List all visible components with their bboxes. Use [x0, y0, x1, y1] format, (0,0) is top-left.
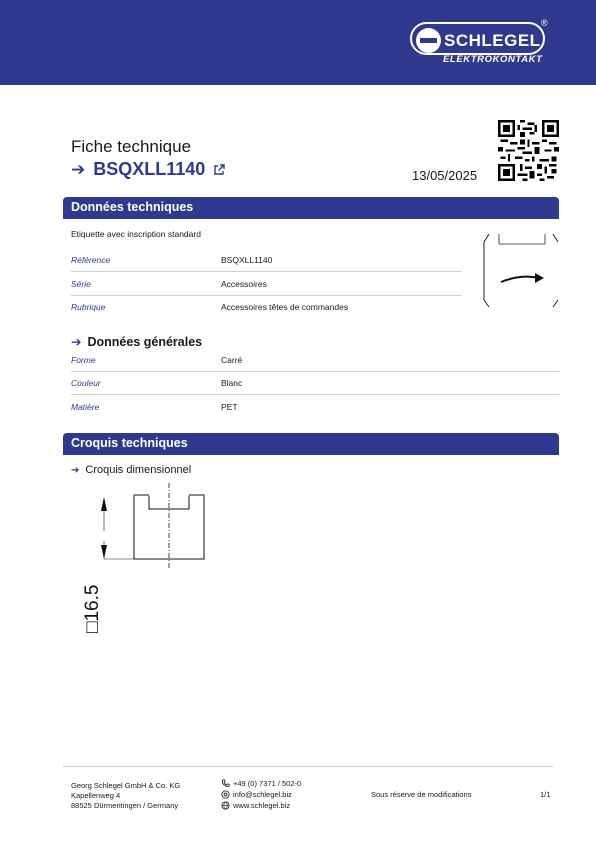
phone-number: +49 (0) 7371 / 502-0	[233, 779, 302, 788]
product-description: Etiquette avec inscription standard	[71, 229, 201, 239]
dimension-sketch-title: Croquis dimensionnel	[85, 464, 192, 476]
spec-value: Blanc	[221, 378, 243, 388]
company-name: Georg Schlegel GmbH & Co. KG	[71, 781, 181, 790]
arrow-right-icon: ➔	[71, 465, 80, 476]
logo-oval	[410, 22, 545, 55]
logo-registered-mark: ®	[541, 18, 548, 28]
sketches-header	[63, 433, 559, 455]
footer-divider	[63, 766, 553, 767]
website-url: www.schlegel.biz	[233, 801, 291, 810]
header-band	[0, 0, 596, 85]
general-data-heading	[71, 334, 202, 349]
company-city: 88525 Dürmentingen / Germany	[71, 801, 179, 810]
external-link-icon[interactable]	[213, 164, 225, 176]
company-street: Kapellenweg 4	[71, 791, 121, 800]
spec-row-color	[71, 372, 559, 395]
spec-row-material	[71, 396, 559, 419]
dimension-label: □16.5	[82, 584, 103, 633]
spec-key: Matière	[71, 402, 100, 412]
sketches-title: Croquis techniques	[71, 436, 188, 450]
product-reference: BSQXLL1140	[93, 159, 206, 179]
spec-value: PET	[221, 402, 238, 412]
spec-row-shape	[71, 349, 559, 372]
email-at-icon	[221, 790, 230, 799]
technical-data-header	[63, 197, 559, 219]
spec-key: Série	[71, 279, 91, 289]
general-data-title: Données générales	[87, 335, 203, 349]
logo-disc-icon	[416, 28, 441, 53]
spec-row-series	[71, 273, 461, 296]
modification-notice: Sous réserve de modifications	[371, 790, 472, 799]
footer-phone[interactable]	[221, 779, 301, 788]
phone-icon	[221, 779, 230, 788]
schlegel-logo[interactable]	[410, 20, 560, 66]
document-date: 13/05/2025	[412, 168, 478, 183]
spec-value: Carré	[221, 355, 243, 365]
product-image	[481, 232, 561, 310]
page-title: Fiche technique	[71, 137, 192, 156]
spec-key: Référence	[71, 255, 111, 265]
footer-website[interactable]	[221, 801, 290, 810]
spec-key: Forme	[71, 355, 96, 365]
spec-key: Couleur	[71, 378, 101, 388]
spec-value: Accessoires	[221, 279, 267, 289]
page-number: 1/1	[540, 790, 551, 799]
spec-key: Rubrique	[71, 302, 106, 312]
globe-icon	[221, 801, 230, 810]
arrow-right-icon: ➔	[71, 159, 86, 179]
spec-value: BSQXLL1140	[221, 255, 273, 265]
company-address	[71, 781, 180, 811]
logo-tagline: ELEKTROKONTAKT	[443, 54, 543, 65]
technical-data-title: Données techniques	[71, 200, 194, 214]
dimension-sketch	[78, 483, 218, 635]
product-reference-link[interactable]	[71, 159, 225, 180]
qr-code-icon[interactable]	[498, 120, 559, 181]
spec-value: Accessoires têtes de commandes	[221, 302, 349, 312]
email-address: info@schlegel.biz	[233, 790, 292, 799]
spec-row-category	[71, 296, 461, 319]
dimension-sketch-heading	[71, 464, 191, 476]
logo-brand-name: SCHLEGEL	[444, 31, 541, 50]
footer-email[interactable]	[221, 790, 292, 799]
arrow-right-icon: ➔	[71, 335, 82, 349]
spec-row-reference	[71, 249, 461, 272]
